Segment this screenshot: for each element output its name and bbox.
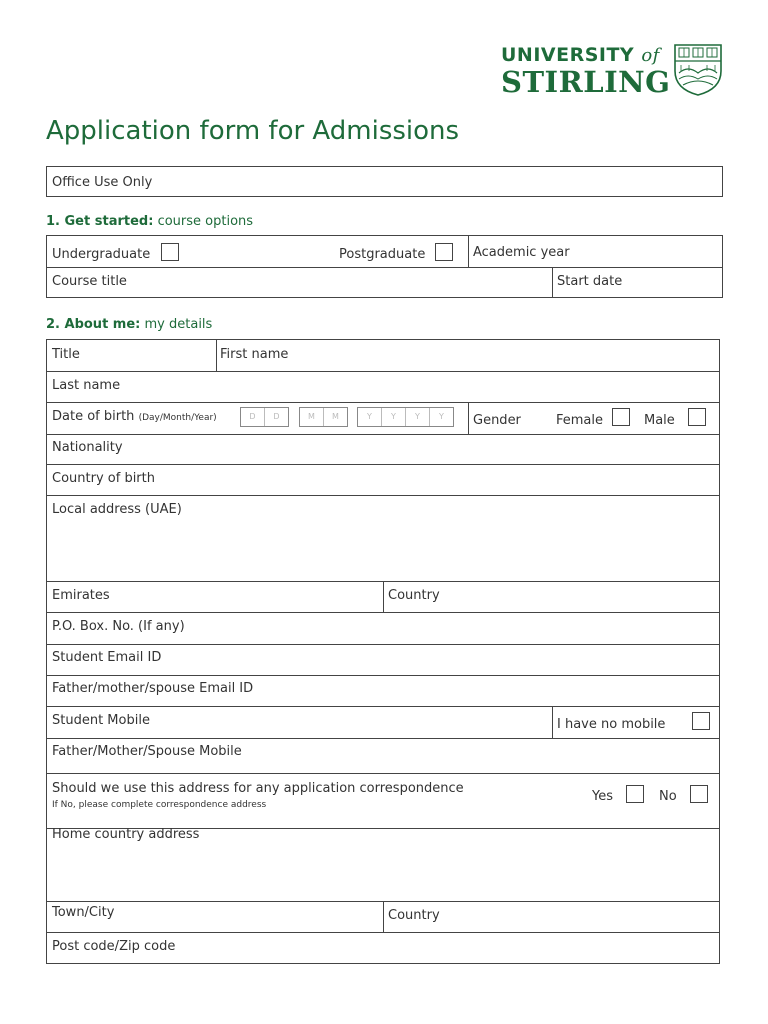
gender-label: Gender — [473, 413, 521, 428]
dob-year-4: Y — [439, 412, 444, 421]
postgraduate-label: Postgraduate — [339, 247, 426, 262]
correspondence-question: Should we use this address for any application correspondence — [52, 781, 464, 796]
dob-day-1: D — [241, 408, 265, 426]
dob-month-1: M — [300, 408, 324, 426]
no-mobile-label: I have no mobile — [557, 717, 666, 732]
correspondence-hint: If No, please complete correspondence address — [52, 800, 267, 810]
parent-mobile-field[interactable]: Father/Mother/Spouse Mobile — [52, 744, 242, 759]
undergraduate-label: Undergraduate — [52, 247, 151, 262]
logo-of: of — [641, 45, 660, 66]
section-2-subtitle: my details — [144, 317, 213, 332]
postgraduate-checkbox[interactable] — [435, 243, 453, 261]
logo-stirling: STIRLING — [501, 65, 671, 99]
town-field[interactable]: Town/City — [52, 905, 115, 920]
university-crest-icon — [673, 43, 723, 96]
dob-hint: (Day/Month/Year) — [138, 413, 217, 423]
female-checkbox[interactable] — [612, 408, 630, 426]
student-mobile-field[interactable]: Student Mobile — [52, 713, 150, 728]
dob-label — [52, 409, 217, 426]
section-1-subtitle: course options — [157, 214, 254, 229]
university-logo — [501, 44, 670, 97]
male-checkbox[interactable] — [688, 408, 706, 426]
local-address-field[interactable]: Local address (UAE) — [52, 502, 182, 517]
dob-year-input[interactable] — [357, 407, 454, 427]
section-2-number: 2. About me: — [46, 317, 141, 332]
logo-university: UNIVERSITY — [501, 44, 635, 66]
start-date-field[interactable]: Start date — [557, 274, 623, 289]
yes-checkbox[interactable] — [626, 785, 644, 803]
title-field[interactable]: Title — [52, 347, 80, 362]
course-options-table — [46, 235, 723, 298]
nationality-field[interactable]: Nationality — [52, 440, 123, 455]
last-name-field[interactable]: Last name — [52, 378, 121, 393]
dob-day-input[interactable] — [240, 407, 289, 427]
home-address-field[interactable]: Home country address — [52, 827, 200, 842]
dob-text: Date of birth — [52, 409, 135, 424]
parent-email-field[interactable]: Father/mother/spouse Email ID — [52, 681, 254, 696]
office-use-box — [46, 166, 723, 197]
page-title: Application form for Admissions — [46, 116, 460, 146]
my-details-table — [46, 339, 720, 964]
section-2-heading — [46, 317, 212, 332]
no-checkbox[interactable] — [690, 785, 708, 803]
academic-year-field[interactable]: Academic year — [473, 245, 570, 260]
dob-year-3: Y — [406, 408, 430, 426]
country-of-birth-field[interactable]: Country of birth — [52, 471, 155, 486]
country-field[interactable]: Country — [388, 588, 440, 603]
country-2-field[interactable]: Country — [388, 908, 440, 923]
male-label: Male — [644, 413, 675, 428]
dob-year-1: Y — [358, 408, 382, 426]
emirates-field[interactable]: Emirates — [52, 588, 110, 603]
dob-year-2: Y — [382, 408, 406, 426]
first-name-field[interactable]: First name — [220, 347, 289, 362]
no-label: No — [659, 789, 677, 804]
undergraduate-checkbox[interactable] — [161, 243, 179, 261]
office-use-label: Office Use Only — [52, 175, 153, 190]
postcode-field[interactable]: Post code/Zip code — [52, 939, 176, 954]
section-1-number: 1. Get started: — [46, 214, 154, 229]
course-title-field[interactable]: Course title — [52, 274, 127, 289]
dob-month-input[interactable] — [299, 407, 348, 427]
section-1-heading — [46, 214, 253, 229]
dob-day-2: D — [273, 412, 280, 421]
student-email-field[interactable]: Student Email ID — [52, 650, 162, 665]
no-mobile-checkbox[interactable] — [692, 712, 710, 730]
female-label: Female — [556, 413, 604, 428]
po-box-field[interactable]: P.O. Box. No. (If any) — [52, 619, 185, 634]
yes-label: Yes — [592, 789, 613, 804]
dob-month-2: M — [332, 412, 339, 421]
